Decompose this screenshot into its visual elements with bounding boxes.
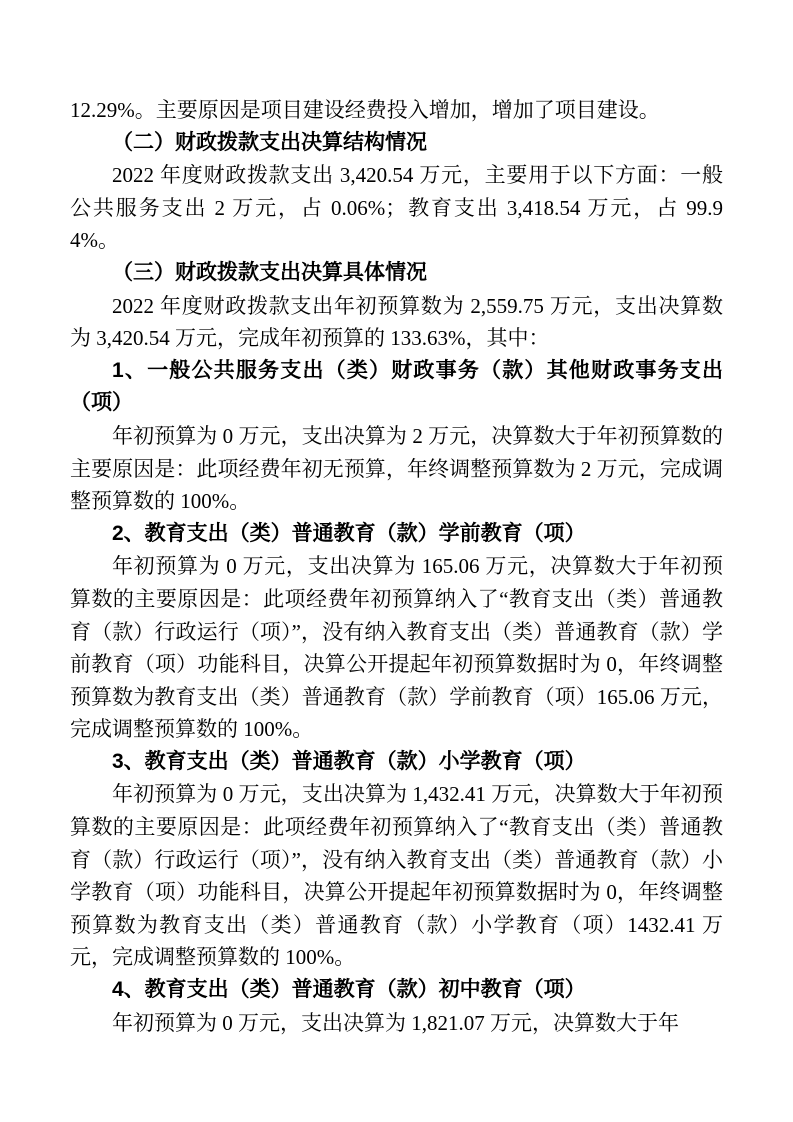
paragraph-item-4-detail: 年初预算为 0 万元，支出决算为 1,821.07 万元，决算数大于年	[112, 1010, 679, 1035]
item-heading-3-primary-education: 3、教育支出（类）普通教育（款）小学教育（项）	[112, 749, 586, 773]
paragraph-expenditure-structure: 2022 年度财政拨款支出 3,420.54 万元，主要用于以下方面：一般公共服务支出 2 万元，占 0.06%；教育支出 3,418.54 万元，占 99.94%。	[70, 163, 723, 253]
item-heading-4-junior-secondary-education: 4、教育支出（类）普通教育（款）初中教育（项）	[112, 978, 586, 1002]
paragraph-item-1-detail: 年初预算为 0 万元，支出决算为 2 万元，决算数大于年初预算数的主要原因是：此项经费年初无预算，年终调整预算数为 2 万元，完成调整预算数的 100%。	[70, 423, 723, 514]
item-heading-1-general-public-service: 1、一般公共服务支出（类）财政事务（款）其他财政事务支出（项）	[70, 358, 723, 415]
item-heading-2-preschool-education: 2、教育支出（类）普通教育（款）学前教育（项）	[112, 521, 586, 545]
section-heading-3: （三）财政拨款支出决算具体情况	[112, 260, 427, 284]
paragraph-expenditure-detail-intro: 2022 年度财政拨款支出年初预算数为 2,559.75 万元，支出决算数为 3,420.54 万元，完成年初预算的 133.63%，其中：	[70, 293, 723, 351]
paragraph-continuation: 12.29%。主要原因是项目建设经费投入增加，增加了项目建设。	[70, 98, 660, 122]
paragraph-item-2-detail: 年初预算为 0 万元，支出决算为 165.06 万元，决算数大于年初预算数的主要原因是：此项经费年初预算纳入了“教育支出（类）普通教育（款）行政运行（项）”，没有纳入教育支出（类）普通教育（款）学前教育（项）功能科目，决算公开提起年初预算数据时为 0，年终调整预算数为教育支出（类）普通教育（款）学前教育（项）165.06 万元，完成调整预算数的 100%。	[70, 554, 723, 742]
document-body	[70, 94, 723, 1039]
paragraph-item-3-detail: 年初预算为 0 万元，支出决算为 1,432.41 万元，决算数大于年初预算数的主要原因是：此项经费年初预算纳入了“教育支出（类）普通教育（款）行政运行（项）”，没有纳入教育支出（类）普通教育（款）小学教育（项）功能科目，决算公开提起年初预算数据时为 0，年终调整预算数为教育支出（类）普通教育（款）小学教育（项）1432.41 万元，完成调整预算数的 100%。	[70, 782, 723, 970]
section-heading-2: （二）财政拨款支出决算结构情况	[112, 130, 427, 154]
